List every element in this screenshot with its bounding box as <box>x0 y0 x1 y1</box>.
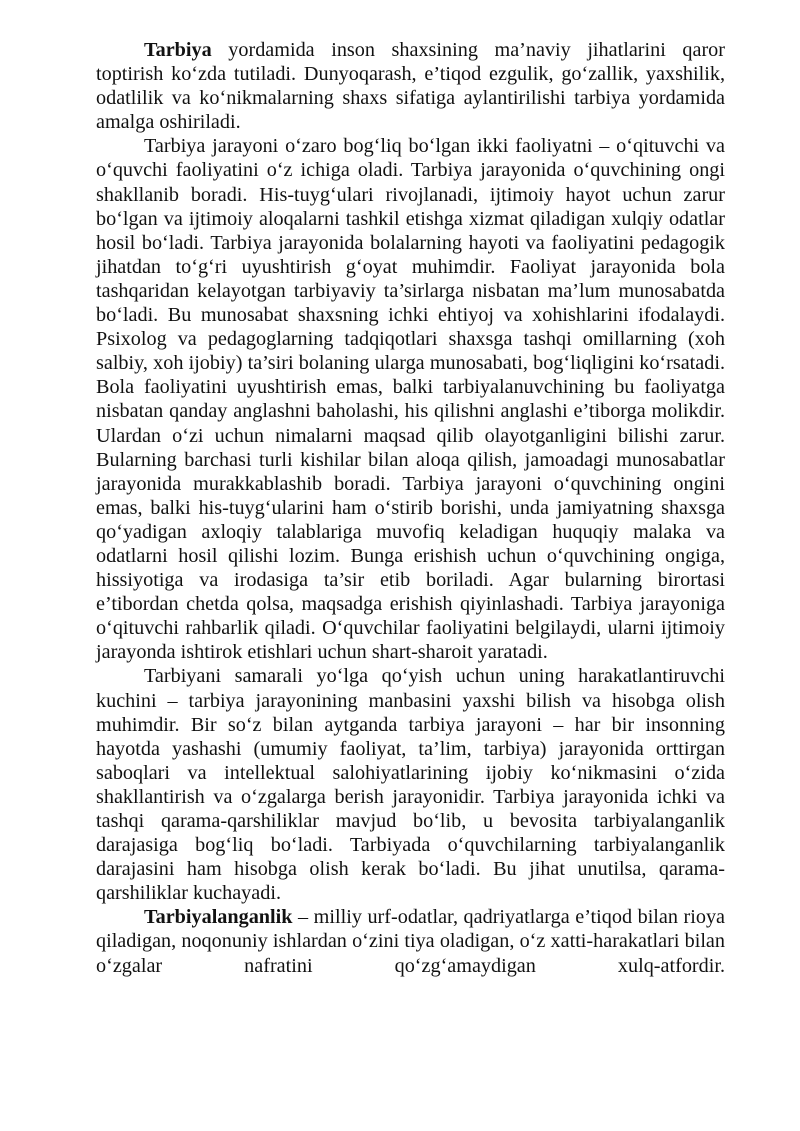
paragraph-text: – milliy urf-odatlar, qadriyatlarga e’tiqod bilan rioya qiladigan, noqonuniy ishlardan o‘zini tiya oladigan, o‘z xatti-harakatlari bilan o‘zgalar nafratini qo‘zg‘amaydigan xulq-atfordir. <box>96 906 725 977</box>
paragraph-text: Tarbiya jarayoni o‘zaro bog‘liq bo‘lgan ikki faoliyatni – o‘qituvchi va o‘quvchi faoliyatini o‘z ichiga oladi. Tarbiya jarayonida o‘quvchining ongi shakllanib boradi. His-tuyg‘ulari rivojlanadi, ijtimoiy hayot uchun zarur bo‘lgan va ijtimoiy aloqalarni tashkil etishga xizmat qiladigan xulqiy odatlar hosil bo‘ladi. Tarbiya jarayonida bolalarning hayoti va faoliyatini pedagogik jihatdan to‘g‘ri uyushtirish g‘oyat muhimdir. Faoliyat jarayonida bola tashqaridan kelayotgan tarbiyaviy ta’sirlarga nisbatan ma’lum munosabatda bo‘ladi. Bu munosabat shaxsning ichki ehtiyoj va xohishlarini ifodalaydi. Psixolog va pedagoglarning tadqiqotlari shaxsga tashqi omillarning (xoh salbiy, xoh ijobiy) ta’siri bolaning ularga munosabati, bog‘liqligini ko‘rsatadi. Bola faoliyatini uyushtirish emas, balki tarbiyalanuvchining bu faoliyatga nisbatan qanday anglashni baholashi, his qilishni anglashi e’tiborga molikdir. Ulardan o‘zi uchun nimalarni maqsad qilib olayotganligini bilishi zarur. Bularning barchasi turli kishilar bilan aloqa qilish, jamoadagi munosabatlar jarayonida murakkablashib boradi. Tarbiya jarayoni o‘quvchining ongini emas, balki his-tuyg‘ularini ham o‘stirib borishi, unda jamiyatning shaxsga qo‘yadigan axloqiy talablariga muvofiq keladigan huquqiy malaka va odatlarni hosil qilishi lozim. Bunga erishish uchun o‘quvchining ongiga, hissiyotiga va irodasiga ta’sir etib boriladi. Agar bularning birortasi e’tibordan chetda qolsa, maqsadga erishish qiyinlashadi. Tarbiya jarayoniga o‘qituvchi rahbarlik qiladi. O‘quvchilar faoliyatini belgilaydi, ularni ijtimoiy jarayonda ishtirok etishlari uchun shart-sharoit yaratadi. <box>96 135 725 664</box>
document-page <box>96 38 725 978</box>
paragraph-text: Tarbiyani samarali yo‘lga qo‘yish uchun uning harakatlantiruvchi kuchini – tarbiya jarayonining manbasini yaxshi bilish va hisobga olish muhimdir. Bir so‘z bilan aytganda tarbiya jarayoni – har bir insonning hayotda yashashi (umumiy faoliyat, ta’lim, tarbiya) jarayonida orttirgan saboqlari va intellektual salohiyatlarining ijobiy ko‘nikmasini o‘zida shakllantirish va o‘zgalarga berish jarayonidir. Tarbiya jarayonida ichki va tashqi qarama-qarshiliklar mavjud bo‘lib, u bevosita tarbiyalanganlik darajasiga bog‘liq bo‘ladi. Tarbiyada o‘quvchilarning tarbiyalanganlik darajasini ham hisobga olish kerak bo‘ladi. Bu jihat unutilsa, qarama-qarshiliklar kuchayadi. <box>96 665 725 905</box>
term-tarbiya: Tarbiya <box>144 39 212 61</box>
paragraph-tarbiya-jarayoni <box>96 134 725 664</box>
term-tarbiyalanganlik: Tarbiyalanganlik <box>144 906 293 929</box>
paragraph-tarbiyalanganlik-definition <box>96 905 725 977</box>
paragraph-text: yordamida inson shaxsining ma’naviy jihatlarini qaror toptirish ko‘zda tutiladi. Dunyoqarash, e’tiqod ezgulik, go‘zallik, yaxshilik, odatlilik va ko‘nikmalarning shaxs sifatiga aylantirilishi tarbiya yordamida amalga oshiriladi. <box>96 39 725 134</box>
paragraph-tarbiya-definition <box>96 38 725 134</box>
paragraph-tarbiyani-samarali <box>96 664 725 905</box>
